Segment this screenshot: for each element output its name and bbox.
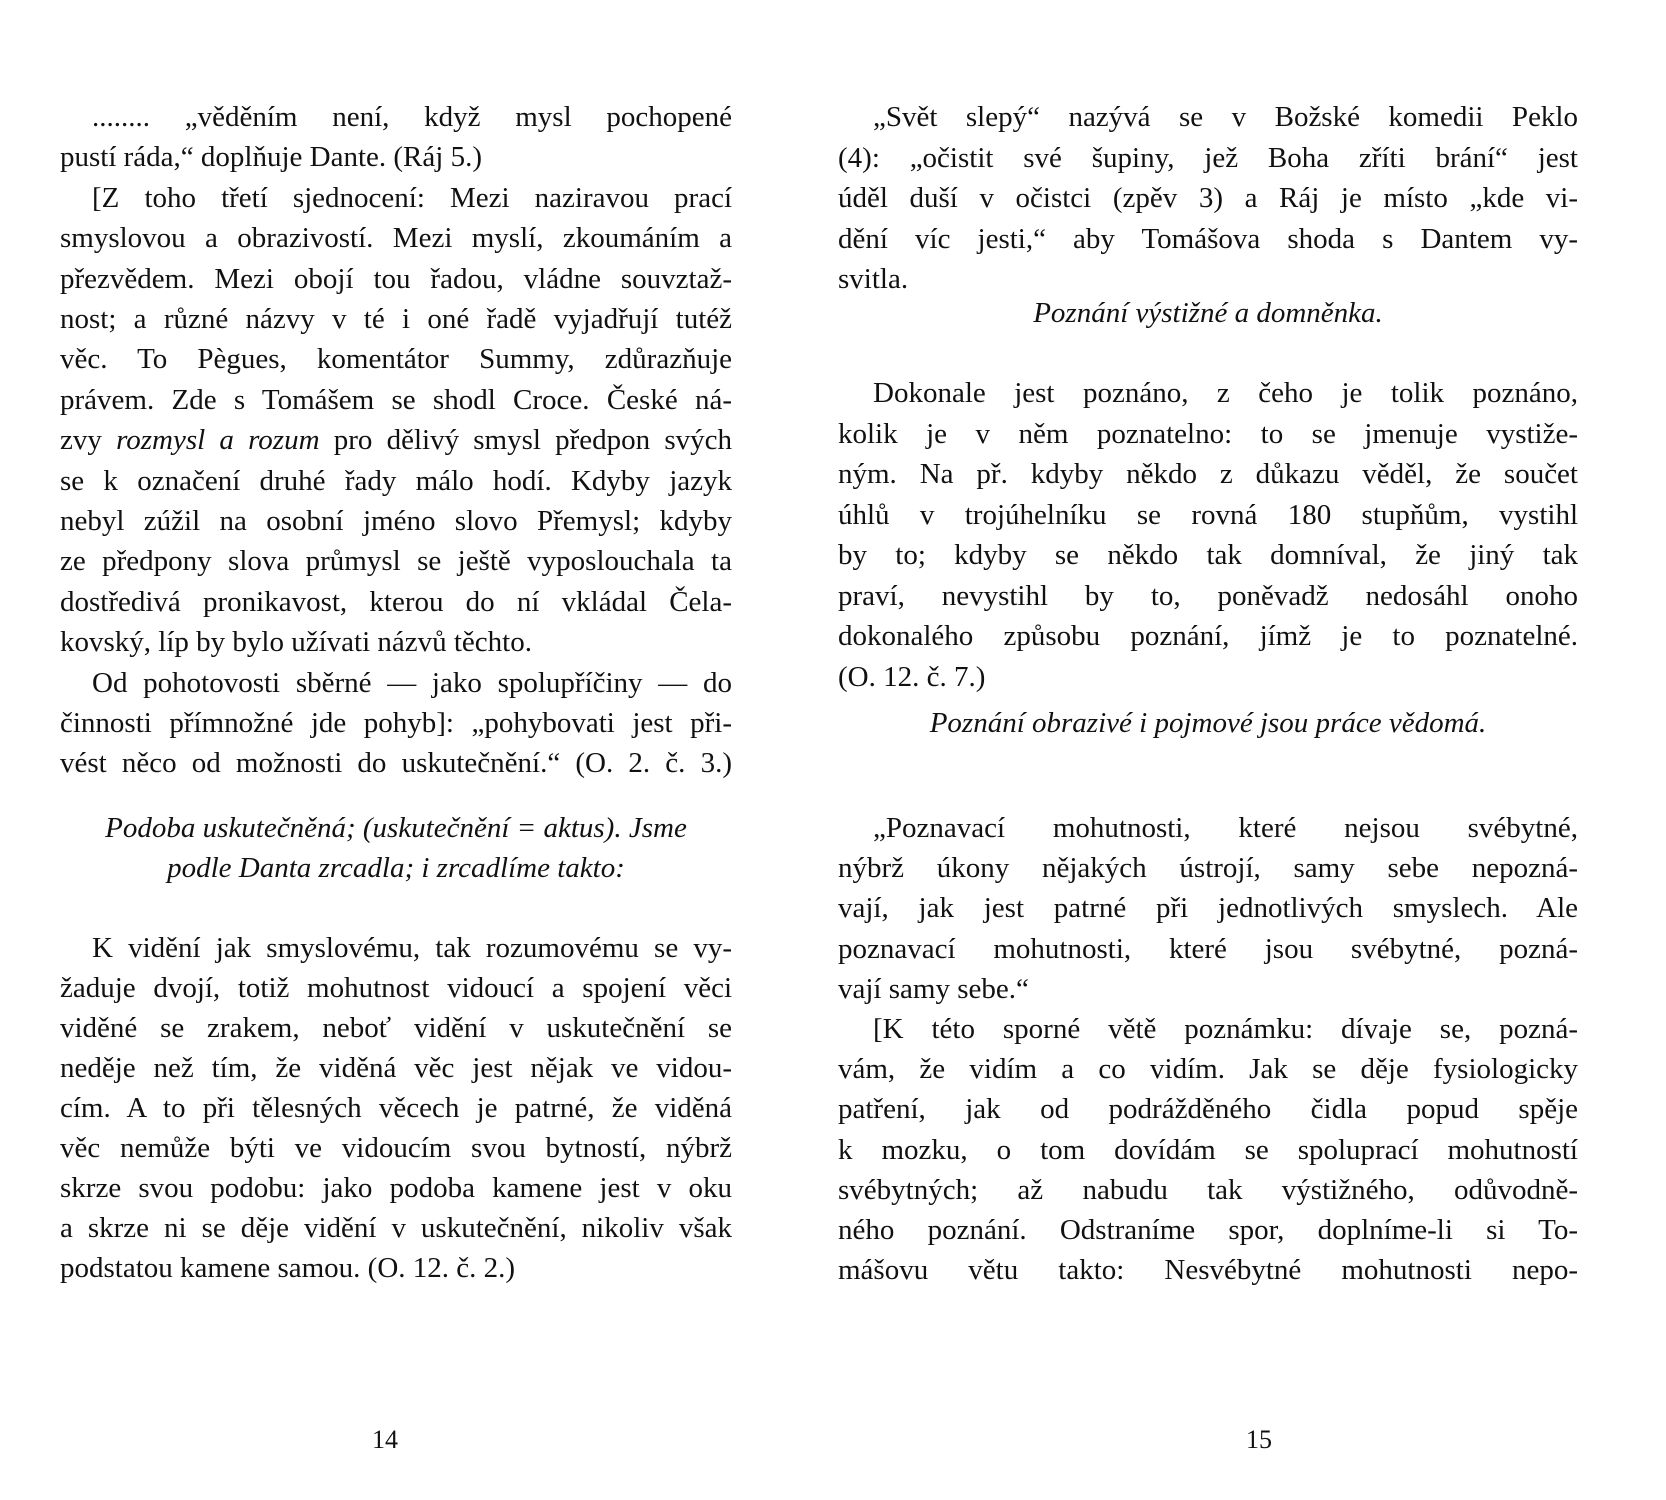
text-line: viděné se zrakem, neboť vidění v uskutečnění se [60,1012,732,1044]
text-line: přezvědem. Mezi obojí tou řadou, vládne souvztaž- [60,262,732,295]
text-line: praví, nevystihl by to, poněvadž nedosáhl onoho [838,579,1578,612]
text-line: cím. A to při tělesných věcech je patrné, že viděná [60,1092,732,1124]
text-line: podstatou kamene samou. (O. 12. č. 2.) [60,1252,516,1284]
text-line: svébytných; až nabudu tak výstižného, odůvodně- [838,1173,1578,1206]
text-run: zvy [60,424,117,457]
text-line: právem. Zde s Tomášem se shodl Croce. České ná- [60,383,732,416]
text-line: nýbrž úkony nějakých ústrojí, samy sebe nepozná- [838,852,1578,885]
text-line: nebyl zúžil na osobní jméno slovo Přemysl; kdyby [60,505,732,537]
text-line: Dokonale jest poznáno, z čeho je tolik poznáno, [873,377,1578,409]
text-line: ze předpony slova průmysl se ještě vyposlouchala ta [60,545,732,578]
text-line: nost; a různé názvy v té i oné řadě vyjadřují tutéž [60,303,732,335]
text-line: vám, že vidím a co vidím. Jak se děje fysiologicky [838,1053,1578,1086]
section-heading-line-2: podle Danta zrcadla; i zrcadlíme takto: [167,852,625,884]
emphasis-text: rozmysl a rozum [116,424,320,457]
text-line: poznavací mohutnosti, které jsou svébytné, pozná- [838,932,1578,965]
text-line: (O. 12. č. 7.) [838,660,986,693]
text-line [60,420,732,460]
text-line: Od pohotovosti sběrné — jako spolupříčiny — do [92,666,732,699]
text-line: kovský, líp by bylo užívati názvů těchto. [60,626,532,659]
text-line: [K této sporné větě poznámku: dívaje se, pozná- [873,1013,1578,1045]
text-line: kolik je v něm poznatelno: to se jmenuje vystiže- [838,417,1578,450]
text-line: věc. To Pègues, komentátor Summy, zdůrazňuje [60,343,732,376]
text-line: (4): „očistit své šupiny, jež Boha zříti brání“ jest [838,141,1578,174]
text-line: vají, jak jest patrné při jednotlivých smyslech. Ale [838,892,1578,925]
text-line: věc nemůže býti ve vidoucím svou bytností, nýbrž [60,1132,732,1164]
text-line: smyslovou a obrazivostí. Mezi myslí, zkoumáním a [60,222,732,255]
text-line: K vidění jak smyslovému, tak rozumovému se vy- [92,932,732,964]
text-line: „Svět slepý“ nazývá se v Božské komedii Peklo [873,101,1578,133]
page-number: 15 [1246,1425,1272,1454]
section-heading: Poznání výstižné a domněnka. [1033,297,1383,329]
section-heading-line-1: Podoba uskutečněná; (uskutečnění = aktus). Jsme [105,812,687,844]
text-line: pustí ráda,“ doplňuje Dante. (Ráj 5.) [60,141,482,174]
text-line: k mozku, o tom dovídám se spoluprací mohutností [838,1133,1578,1166]
text-line: ným. Na př. kdyby někdo z důkazu věděl, že součet [838,458,1578,490]
text-line: žaduje dvojí, totiž mohutnost vidoucí a spojení věci [60,972,732,1004]
text-line: úděl duší v očistci (zpěv 3) a Ráj je místo „kde vi- [838,182,1578,214]
text-line: neděje než tím, že viděná věc jest nějak ve vidou- [60,1052,732,1084]
text-line: úhlů v trojúhelníku se rovná 180 stupňům, vystihl [838,498,1578,531]
text-line: skrze svou podobu: jako podoba kamene jest v oku [60,1172,732,1204]
text-line: svitla. [838,263,909,295]
text-line: patření, jak od podrážděného čidla popud spěje [838,1093,1578,1126]
text-run: pro dělivý smysl předpon svých [319,424,733,457]
text-line: vést něco od možnosti do uskutečnění.“ (O. 2. č. 3.) [60,747,732,780]
text-line: dostředivá pronikavost, kterou do ní vkládal Čela- [60,585,732,618]
text-line: vají samy sebe.“ [838,972,1029,1005]
text-line: dění víc jesti,“ aby Tomášova shoda s Dantem vy- [838,222,1578,255]
text-line: ného poznání. Odstraníme spor, doplníme-li si To- [838,1214,1578,1246]
text-line: mášovu větu takto: Nesvébytné mohutnosti nepo- [838,1254,1578,1287]
page-number: 14 [372,1425,398,1454]
text-line: „Poznavací mohutnosti, které nejsou svébytné, [873,812,1578,844]
text-line: se k označení druhé řady málo hodí. Kdyby jazyk [60,464,732,497]
section-heading: Poznání obrazivé i pojmové jsou práce vědomá. [929,707,1487,739]
text-line: dokonalého způsobu poznání, jímž je to poznatelné. [838,620,1578,652]
text-line: ........ „věděním není, když mysl pochopené [92,101,732,133]
text-line: [Z toho třetí sjednocení: Mezi naziravou prací [92,181,732,214]
text-line: a skrze ni se děje vidění v uskutečnění, nikoliv však [60,1212,732,1244]
text-line: činnosti přímnožné jde pohyb]: „pohybovati jest při- [60,707,732,739]
right-page [833,0,1666,1500]
text-line: by to; kdyby se někdo tak domníval, že jiný tak [838,539,1578,571]
